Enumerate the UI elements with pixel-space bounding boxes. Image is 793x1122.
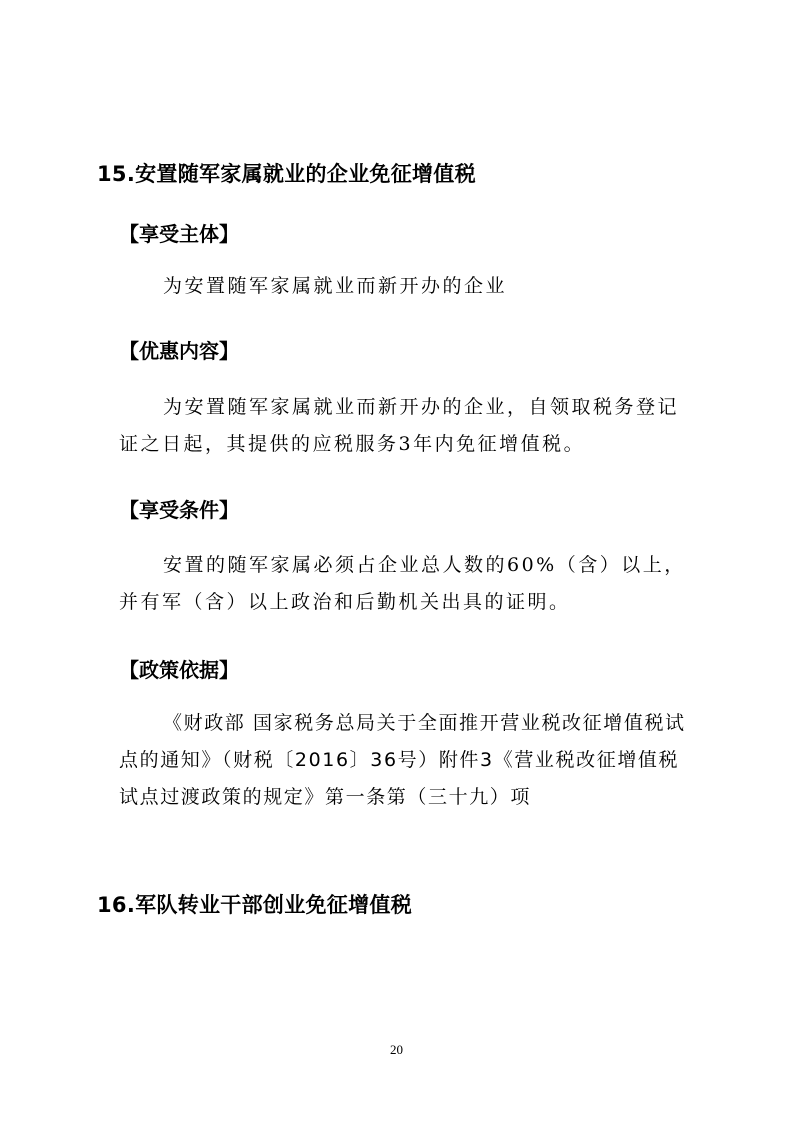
basis-text: 《财政部 国家税务总局关于全面推开营业税改征增值税试点的通知》（财税〔2016〕36号）附件3《营业税改征增值税试点过渡政策的规定》第一条第（三十九）项: [119, 712, 686, 808]
section-15-title: 15.安置随军家属就业的企业免征增值税: [97, 162, 476, 186]
section-16-title: 16.军队转业干部创业免征增值税: [97, 893, 412, 917]
beneficiary-heading: 【享受主体】: [119, 222, 239, 246]
basis-heading: 【政策依据】: [119, 658, 239, 682]
beneficiary-text: 为安置随军家属就业而新开办的企业: [163, 275, 508, 297]
conditions-text: 安置的随军家属必须占企业总人数的60%（含）以上，并有军（含）以上政治和后勤机关出具的证明。: [119, 554, 686, 613]
conditions-heading: 【享受条件】: [119, 498, 239, 522]
page-number: 20: [390, 1042, 403, 1057]
content-text: 为安置随军家属就业而新开办的企业，自领取税务登记证之日起，其提供的应税服务3年内免征增值税。: [119, 396, 680, 455]
content-heading: 【优惠内容】: [119, 339, 239, 363]
